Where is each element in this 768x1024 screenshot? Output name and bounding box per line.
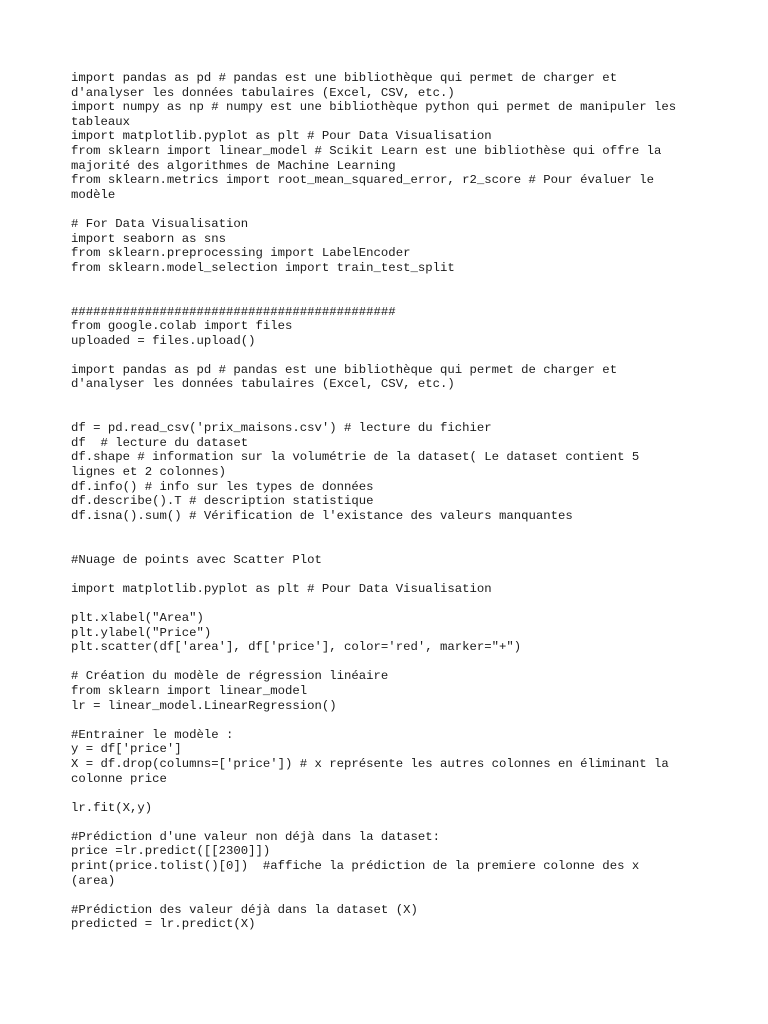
code-line bbox=[71, 523, 721, 538]
code-line: ############################################ bbox=[71, 304, 396, 319]
code-line: plt.scatter(df['area'], df['price'], color='red', marker="+") bbox=[71, 640, 522, 655]
code-line: d'analyser les données tabulaires (Excel, CSV, etc.) bbox=[71, 85, 455, 100]
code-line: print(price.tolist()[0]) #affiche la prédiction de la premiere colonne des x bbox=[71, 859, 640, 874]
code-line: price =lr.predict([[2300]]) bbox=[71, 844, 271, 859]
code-line: # For Data Visualisation bbox=[71, 216, 249, 231]
code-line bbox=[71, 538, 721, 553]
code-line: lr.fit(X,y) bbox=[71, 800, 153, 815]
code-line: from sklearn import linear_model bbox=[71, 683, 308, 698]
code-line: plt.xlabel("Area") bbox=[71, 610, 204, 625]
code-line: d'analyser les données tabulaires (Excel, CSV, etc.) bbox=[71, 377, 455, 392]
code-line bbox=[71, 392, 721, 407]
code-line: df.info() # info sur les types de données bbox=[71, 479, 374, 494]
code-line: from sklearn.model_selection import train_test_split bbox=[71, 260, 455, 275]
code-line: # Création du modèle de régression linéaire bbox=[71, 669, 389, 684]
code-line: #Entrainer le modèle : bbox=[71, 727, 234, 742]
code-line: df = pd.read_csv('prix_maisons.csv') # lecture du fichier bbox=[71, 421, 492, 436]
code-line: X = df.drop(columns=['price']) # x représente les autres colonnes en éliminant la bbox=[71, 756, 669, 771]
code-line: predicted = lr.predict(X) bbox=[71, 917, 256, 932]
code-line bbox=[71, 888, 721, 903]
code-line: df.describe().T # description statistique bbox=[71, 494, 374, 509]
code-line: #Prédiction d'une valeur non déjà dans la dataset: bbox=[71, 829, 440, 844]
code-line: #Prédiction des valeur déjà dans la dataset (X) bbox=[71, 902, 418, 917]
code-line: from sklearn import linear_model # Scikit Learn est une bibliothèse qui offre la bbox=[71, 143, 662, 158]
code-line: df # lecture du dataset bbox=[71, 435, 249, 450]
code-line: import pandas as pd # pandas est une bibliothèque qui permet de charger et bbox=[71, 71, 618, 85]
code-line: colonne price bbox=[71, 771, 167, 786]
code-line bbox=[71, 713, 721, 728]
code-line: modèle bbox=[71, 187, 116, 202]
code-line: tableaux bbox=[71, 114, 131, 129]
code-line: from sklearn.metrics import root_mean_squared_error, r2_score # Pour évaluer le bbox=[71, 173, 654, 188]
code-line bbox=[71, 407, 721, 422]
code-line bbox=[71, 348, 721, 363]
code-line: (area) bbox=[71, 873, 116, 888]
document-page bbox=[71, 71, 721, 932]
code-line bbox=[71, 655, 721, 670]
code-line: import matplotlib.pyplot as plt # Pour Data Visualisation bbox=[71, 581, 492, 596]
code-line bbox=[71, 596, 721, 611]
code-line: plt.ylabel("Price") bbox=[71, 625, 212, 640]
code-line: from sklearn.preprocessing import LabelEncoder bbox=[71, 246, 411, 261]
code-line: #Nuage de points avec Scatter Plot bbox=[71, 552, 322, 567]
code-line bbox=[71, 815, 721, 830]
code-line: import numpy as np # numpy est une bibliothèque python qui permet de manipuler les bbox=[71, 100, 677, 115]
code-line: import seaborn as sns bbox=[71, 231, 226, 246]
code-line: uploaded = files.upload() bbox=[71, 333, 256, 348]
code-line bbox=[71, 567, 721, 582]
code-line: import pandas as pd # pandas est une bibliothèque qui permet de charger et bbox=[71, 362, 618, 377]
code-line: lr = linear_model.LinearRegression() bbox=[71, 698, 337, 713]
code-line: import matplotlib.pyplot as plt # Pour Data Visualisation bbox=[71, 129, 492, 144]
code-line bbox=[71, 786, 721, 801]
code-line: lignes et 2 colonnes) bbox=[71, 465, 226, 480]
code-line: df.shape # information sur la volumétrie de la dataset( Le dataset contient 5 bbox=[71, 450, 640, 465]
code-line bbox=[71, 202, 721, 217]
code-line: majorité des algorithmes de Machine Learning bbox=[71, 158, 396, 173]
code-line: from google.colab import files bbox=[71, 319, 293, 334]
code-line bbox=[71, 275, 721, 290]
code-line: y = df['price'] bbox=[71, 742, 182, 757]
code-line bbox=[71, 290, 721, 305]
code-line: df.isna().sum() # Vérification de l'existance des valeurs manquantes bbox=[71, 508, 573, 523]
